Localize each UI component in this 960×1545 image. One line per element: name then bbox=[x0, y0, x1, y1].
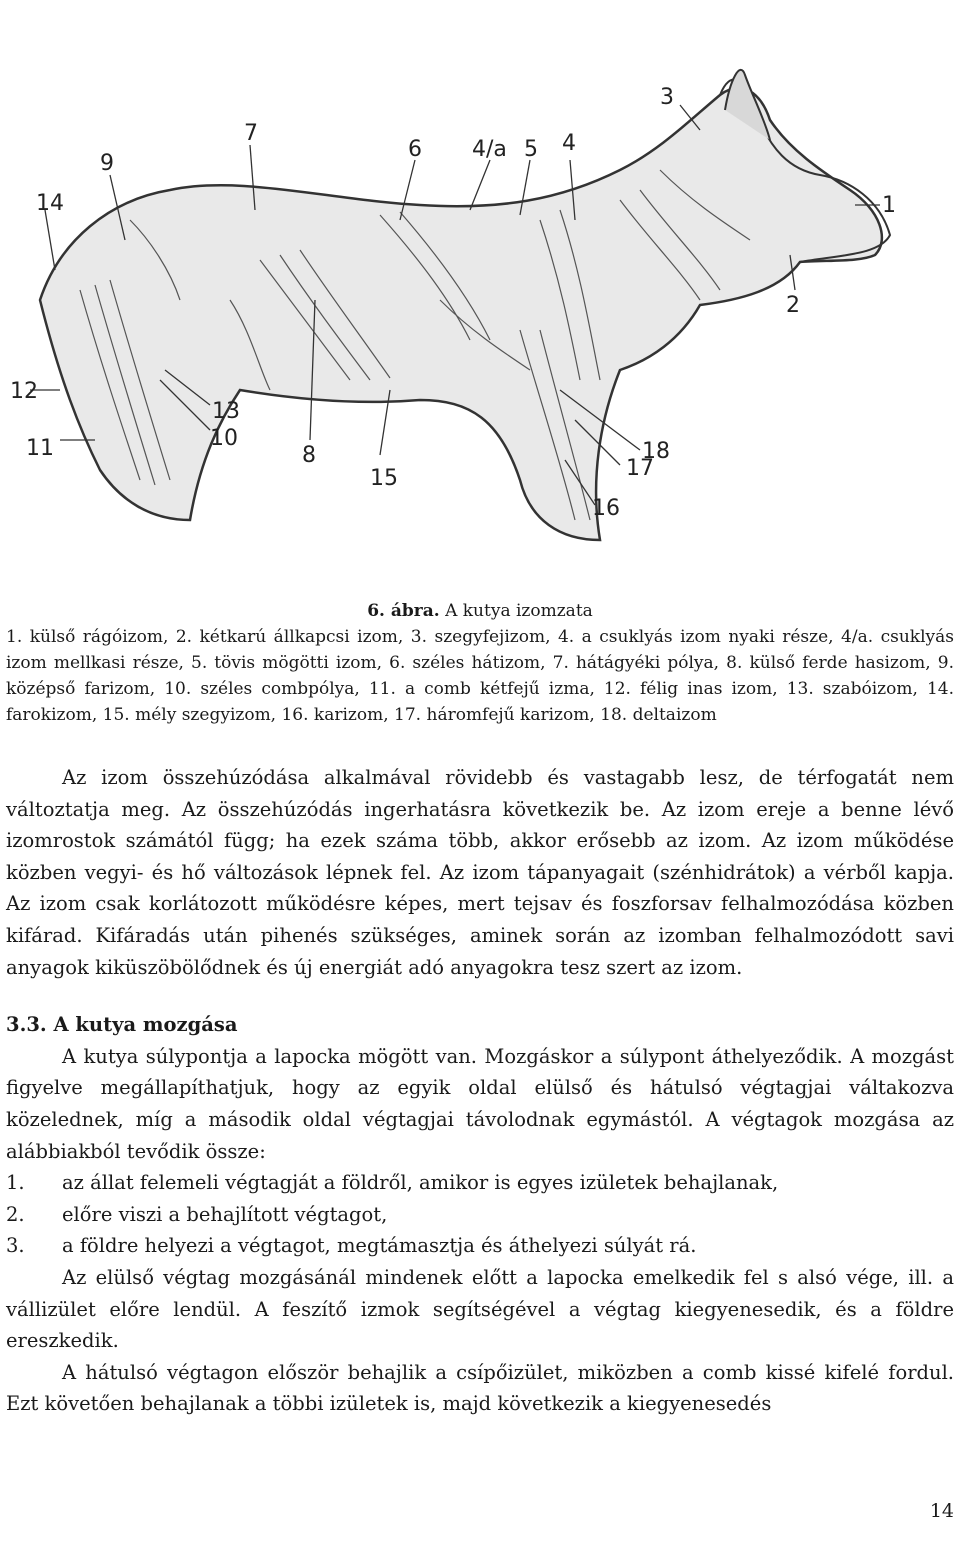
dog-musculature-figure bbox=[0, 0, 960, 600]
dog-musculature-drawing bbox=[0, 0, 960, 600]
figure-label-18: 18 bbox=[642, 439, 670, 464]
figure-label-5: 5 bbox=[524, 137, 538, 162]
list-item-text: előre viszi a behajlított végtagot, bbox=[62, 1202, 388, 1226]
figure-caption bbox=[6, 598, 954, 728]
section-heading: 3.3. A kutya mozgása bbox=[6, 1013, 238, 1037]
figure-label-7: 7 bbox=[244, 121, 258, 146]
paragraph-movement-intro: A kutya súlypontja a lapocka mögött van. Mozgáskor a súlypont áthelyeződik. A mozgást figyelve megállapíthatjuk, hogy az egyik oldal elülső és hátulsó végtagjai váltakozva közelednek, míg a második oldal végtagjai távolodnak egymástól. A végtagok mozgása az alábbiakból tevődik össze: bbox=[6, 1044, 954, 1163]
paragraph-muscle-contraction: Az izom összehúzódása alkalmával rövidebb és vastagabb lesz, de térfogatát nem változtatja meg. Az összehúzódás ingerhatásra következik be. Az izom ereje a benne lévő izomrostok számától függ; ha ezek száma több, akkor erősebb az izom. Az izom működése közben vegyi- és hő változások lépnek fel. Az izom tápanyagait (szénhidrátok) a vérből kapja. Az izom csak korlátozott működésre képes, mert tejsav és foszforsav felhalmozódása közben kifárad. Kifáradás után pihenés szükséges, aminek során az izomban felhalmozódott savi anyagok kiküszöbölődnek és új energiát adó anyagokra tesz szert az izom. bbox=[6, 766, 954, 979]
list-item-text: a földre helyezi a végtagot, megtámasztja és áthelyezi súlyát rá. bbox=[62, 1234, 697, 1258]
figure-label-4a: 4/a bbox=[472, 137, 507, 162]
figure-label-9: 9 bbox=[100, 151, 114, 176]
page-number: 14 bbox=[929, 1500, 954, 1522]
figure-label-2: 2 bbox=[786, 293, 800, 318]
list-item bbox=[6, 1199, 954, 1231]
caption-title-rest: A kutya izomzata bbox=[439, 601, 593, 621]
list-item bbox=[6, 1167, 954, 1199]
list-item-text: az állat felemeli végtagját a földről, amikor is egyes izületek behajlanak, bbox=[62, 1171, 779, 1195]
figure-label-16: 16 bbox=[592, 496, 620, 521]
paragraph-front-limb: Az elülső végtag mozgásánál mindenek előtt a lapocka emelkedik fel s alsó vége, ill. a vállizület előre lendül. A feszítő izmok segítségével a végtag kiegyenesedik, és a földre ereszkedik. bbox=[6, 1265, 954, 1353]
figure-label-3: 3 bbox=[660, 85, 674, 110]
figure-label-1: 1 bbox=[882, 193, 896, 218]
list-item-number: 2. bbox=[6, 1202, 25, 1226]
main-text bbox=[6, 762, 954, 1420]
figure-label-4: 4 bbox=[562, 131, 576, 156]
figure-label-15: 15 bbox=[370, 466, 398, 491]
figure-label-14: 14 bbox=[36, 191, 64, 216]
figure-label-10: 10 bbox=[210, 426, 238, 451]
figure-label-13: 13 bbox=[212, 399, 240, 424]
list-item-number: 3. bbox=[6, 1234, 25, 1258]
figure-label-8: 8 bbox=[302, 443, 316, 468]
figure-label-6: 6 bbox=[408, 137, 422, 162]
list-item-number: 1. bbox=[6, 1171, 25, 1195]
caption-title-bold: 6. ábra. bbox=[367, 601, 440, 621]
dog-body-outline bbox=[40, 88, 882, 540]
list-item bbox=[6, 1230, 954, 1262]
figure-label-17: 17 bbox=[626, 456, 654, 481]
caption-legend-text: 1. külső rágóizom, 2. kétkarú állkapcsi izom, 3. szegyfejizom, 4. a csuklyás izom nyaki része, 4/a. csuklyás izom mellkasi része, 5. tövis mögötti izom, 6. széles hátizom, 7. hátágyéki pólya, 8. külső ferde hasizom, 9. középső farizom, 10. széles combpólya, 11. a comb kétfejű izma, 12. félig inas izom, 13. szabóizom, 14. farokizom, 15. mély szegyizom, 16. karizom, 17. háromfejű karizom, 18. deltaizom bbox=[6, 627, 954, 725]
caption-title bbox=[6, 598, 954, 624]
paragraph-hind-limb: A hátulsó végtagon először behajlik a csípőizület, miközben a comb kissé kifelé fordul. Ezt követően behajlanak a többi izületek is, majd következik a kiegyenesedés bbox=[6, 1360, 954, 1416]
figure-label-12: 12 bbox=[10, 379, 38, 404]
figure-label-11: 11 bbox=[26, 436, 54, 461]
